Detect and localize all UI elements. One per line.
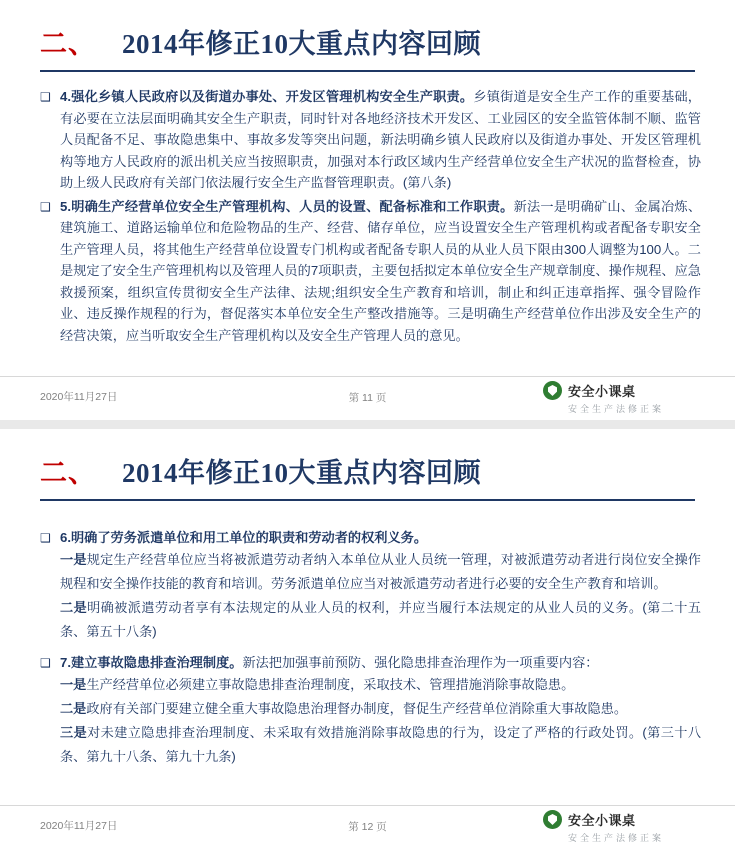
slide-2-bullet-6-line-1-lead: 一是	[60, 552, 87, 567]
bullet-square-icon: ❑	[40, 90, 51, 104]
slide-1-footer-page-number: 第 11 页	[348, 392, 387, 404]
slide-1-bullet-5	[40, 196, 701, 347]
slide-2-footer-page-number: 第 12 页	[348, 821, 387, 833]
bullet-square-icon: ❑	[40, 531, 51, 545]
slide-1-bullet-4-heading: 4.强化乡镇人民政府以及街道办事处、开发区管理机构安全生产职责。	[60, 89, 474, 104]
slide-1-bullet-4-body	[60, 86, 701, 194]
slide-2	[0, 429, 735, 849]
slide-1-watermark	[543, 381, 713, 415]
slide-1-footer	[0, 376, 735, 420]
slide-2-bullet-7-line-3-text: 对未建立隐患排查治理制度、未采取有效措施消除事故隐患的行为，设定了严格的行政处罚。(第三十八条、第九十八条、第九十九条)	[60, 725, 702, 764]
slide-1-bullet-4-paragraph: 乡镇街道是安全生产工作的重要基础，有必要在立法层面明确其安全生产职责，同时针对各地经济技术开发区、工业园区的安全监管体制不顺、监管人员配备不足、事故隐患集中、事故多发等突出问题，新法明确乡镇人民政府以及街道办事处、开发区管理机构等地方人民政府的派出机关应当按照职责，加强对本行政区域内生产经营单位安全生产状况的监督检查，协助上级人民政府有关部门依法履行安全生产监督管理职责。(第八条)	[60, 89, 701, 190]
slide-2-footer-date: 2020年11月27日	[40, 820, 118, 832]
slide-1	[0, 0, 735, 420]
slide-2-watermark-subtitle: 安全生产法修正案	[568, 833, 665, 843]
slide-2-bullet-7-line-1-text: 生产经营单位必须建立事故隐患排查治理制度，采取技术、管理措施消除事故隐患。	[86, 677, 575, 692]
slide-2-title-row	[0, 429, 735, 490]
slide-1-watermark-subtitle: 安全生产法修正案	[568, 404, 665, 414]
slide-1-bullet-4	[40, 86, 701, 194]
slide-2-watermark-row	[543, 810, 713, 829]
slide-2-bullet-7	[40, 652, 701, 769]
slide-2-bullet-7-line-2-lead: 二是	[60, 701, 87, 716]
bullet-square-icon: ❑	[40, 199, 51, 214]
slide-2-bullet-7-line-3	[60, 721, 701, 769]
bullet-square-icon: ❑	[40, 656, 51, 670]
slide-2-bullet-6-line-2	[60, 596, 701, 644]
slide-2-bullet-7-body	[60, 652, 701, 769]
slide-1-bullet-4-text	[60, 86, 701, 194]
slide-2-content	[0, 501, 735, 769]
slide-1-section-number: 二、	[40, 29, 96, 59]
slide-1-watermark-name: 安全小课桌	[568, 384, 636, 399]
slide-2-watermark-name: 安全小课桌	[568, 813, 636, 828]
slide-1-title: 2014年修正10大重点内容回顾	[122, 29, 481, 59]
slide-2-bullet-7-heading-row	[60, 652, 701, 673]
slide-2-bullet-7-heading: 7.建立事故隐患排查治理制度。	[60, 655, 243, 670]
slide-2-bullet-6-body	[60, 527, 701, 644]
slide-2-bullet-6-heading: 6.明确了劳务派遣单位和用工单位的职责和劳动者的权利义务。	[60, 530, 428, 545]
slide-2-footer	[0, 805, 735, 849]
slide-1-footer-date: 2020年11月27日	[40, 391, 118, 403]
slide-2-bullet-6-line-2-lead: 二是	[60, 600, 88, 615]
slide-2-bullet-7-heading-tail: 新法把加强事前预防、强化隐患排查治理作为一项重要内容：	[242, 655, 599, 670]
slide-2-bullet-6-line-1	[60, 548, 701, 596]
slide-2-bullet-7-line-3-lead: 三是	[60, 725, 88, 740]
slide-1-bullet-5-text	[60, 196, 701, 347]
slide-2-bullet-7-line-2	[60, 697, 701, 721]
shield-logo-icon	[543, 810, 562, 829]
slide-2-section-number: 二、	[40, 458, 96, 488]
slide-1-bullet-5-paragraph: 新法一是明确矿山、金属冶炼、建筑施工、道路运输单位和危险物品的生产、经营、储存单位，应当设置安全生产管理机构或者配备专职安全生产管理人员，将其他生产经营单位设置专门机构或者配备专职人员的从业人员下限由300人调整为100人。二是规定了安全生产管理机构以及管理人员的7项职责，主要包括拟定本单位安全生产规章制度、操作规程、应急救援预案，组织宣传贯彻安全生产法律、法规;组织安全生产教育和培训，制止和纠正违章指挥、强令冒险作业、违反操作规程的行为，督促落实本单位安全生产整改措施等。三是明确生产经营单位作出涉及安全生产的经营决策，应当听取安全生产管理机构以及安全生产管理人员的意见。	[60, 198, 702, 343]
slide-2-bullet-6-line-1-text: 规定生产经营单位应当将被派遣劳动者纳入本单位从业人员统一管理，对被派遣劳动者进行岗位安全操作规程和安全操作技能的教育和培训。劳务派遣单位应当对被派遣劳动者进行必要的安全生产教育和培训。	[60, 552, 701, 591]
slide-1-content	[0, 72, 735, 346]
slide-2-bullet-6	[40, 527, 701, 644]
slide-1-watermark-row	[543, 381, 713, 400]
slide-1-bullet-5-body	[60, 196, 701, 347]
slide-2-title: 2014年修正10大重点内容回顾	[122, 458, 481, 488]
shield-logo-icon	[543, 381, 562, 400]
slide-2-watermark	[543, 810, 713, 844]
slide-1-title-row	[0, 0, 735, 61]
slide-1-bullet-5-heading: 5.明确生产经营单位安全生产管理机构、人员的设置、配备标准和工作职责。	[60, 198, 514, 214]
slide-2-bullet-7-line-1-lead: 一是	[60, 677, 87, 692]
slide-2-bullet-7-line-2-text: 政府有关部门要建立健全重大事故隐患治理督办制度，督促生产经营单位消除重大事故隐患。	[86, 701, 628, 716]
slide-2-bullet-7-line-1	[60, 673, 701, 697]
slide-2-bullet-6-line-2-text: 明确被派遣劳动者享有本法规定的从业人员的权利，并应当履行本法规定的从业人员的义务。(第二十五条、第五十八条)	[60, 600, 702, 639]
